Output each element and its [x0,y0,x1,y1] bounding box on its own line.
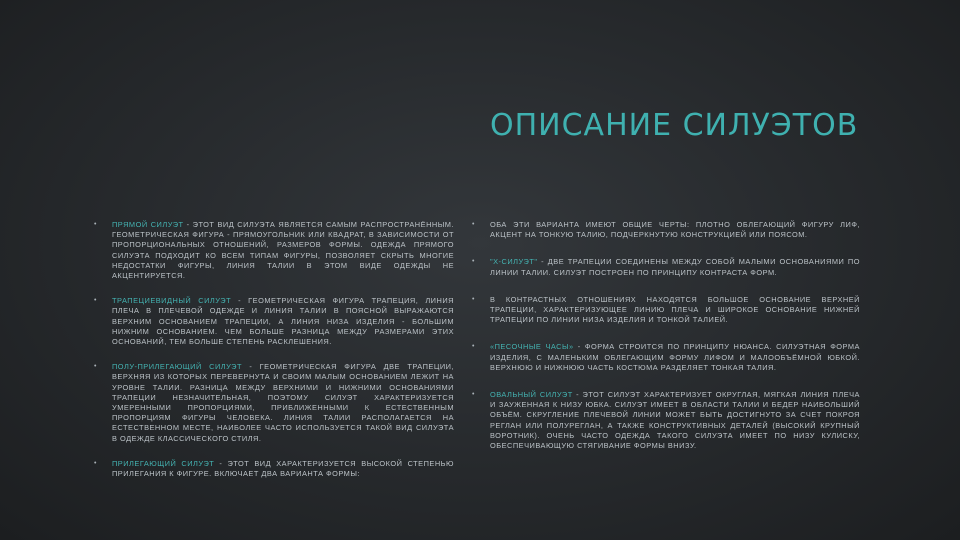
description: - ГЕОМЕТРИЧЕСКАЯ ФИГУРА ТРАПЕЦИЯ, ЛИНИЯ ПЛЕЧА В ПЛЕЧЕВОЙ ОДЕЖДЕ И ЛИНИЯ ТАЛИИ В ПОЯСНОЙ ВЫРАЖАЮТСЯ ВЕРХНИМ ОСНОВАНИЕМ ТРАПЕЦИИ, А ЛИНИЯ НИЗА ИЗДЕЛИЯ - БОЛЬШИМ НИЖНИМ ОСНОВАНИЕМ. ЧЕМ БОЛЬШЕ РАЗНИЦА МЕЖДУ РАЗМЕРАМИ ЭТИХ ОСНОВАНИЙ, ТЕМ БОЛЬШЕ СТЕПЕНЬ РАСКЛЕШЕНИЯ. [112,296,454,347]
term-label: ПРИЛЕГАЮЩИЙ СИЛУЭТ [112,458,215,468]
list-item [94,458,454,479]
bullet-icon: • [472,391,475,399]
term-label: ОВАЛЬНЫЙ СИЛУЭТ [490,390,573,400]
bullet-icon: • [94,221,97,228]
list-item-text [112,362,454,444]
list-item-text [490,257,860,277]
term-label: ТРАПЕЦИЕВИДНЫЙ СИЛУЭТ [112,296,232,306]
list-item-text [112,296,454,347]
description: - ФОРМА СТРОИТСЯ ПО ПРИНЦИПУ НЮАНСА. СИЛУЭТНАЯ ФОРМА ИЗДЕЛИЯ, С МАЛЕНЬКИМ ОБЛЕГАЮЩИМ ФОРМУ ЛИФОМ И МАЛООБЪЁМНОЙ ЮБКОЙ. ВЕРХНЮЮ И НИЖНЮЮ ЧАСТЬ КОСТЮМА РАЗДЕЛЯЕТ ТОНКАЯ ТАЛИЯ. [490,342,860,372]
bullet-icon: • [472,221,475,228]
description: - ЭТОТ ВИД СИЛУЭТА ЯВЛЯЕТСЯ САМЫМ РАСПРОСТРАНЁННЫМ. ГЕОМЕТРИЧЕСКАЯ ФИГУРА - ПРЯМОУГОЛЬНИК ИЛИ КВАДРАТ, В ЗАВИСИМОСТИ ОТ ПРОПОРЦИОНАЛЬНЫХ ОТНОШЕНИЙ, РАЗМЕРОВ ФОРМЫ. ОДЕЖДА ПРЯМОГО СИЛУЭТА ПОДХОДИТ КО ВСЕМ ТИПАМ ФИГУРЫ, ПОЗВОЛЯЕТ СКРЫТЬ МНОГИЕ НЕДОСТАТКИ ФИГУРЫ, ЛИНИЯ ТАЛИИ В ЭТОМ ВИДЕ ОДЕЖДЫ НЕ АКЦЕНТИРУЕТСЯ. [112,220,454,281]
list-item [472,294,860,326]
left-bullet-list [94,220,454,479]
list-item-text [490,342,860,373]
bullet-icon: • [472,295,475,303]
list-item-text [490,390,860,451]
list-item [94,296,454,347]
right-column [472,220,860,468]
bullet-icon: • [94,297,97,305]
right-bullet-list [472,220,860,451]
description: - ГЕОМЕТРИЧЕСКАЯ ФИГУРА ДВЕ ТРАПЕЦИИ, ВЕРХНЯЯ ИЗ КОТОРЫХ ПЕРЕВЕРНУТА И СВОИМ МАЛЫМ ОСНОВАНИЕМ ЛЕЖИТ НА УРОВНЕ ТАЛИИ. РАЗНИЦА МЕЖДУ ВЕРХНИМИ И НИЖНИМИ ОСНОВАНИЯМИ ТРАПЕЦИИ НЕЗНАЧИТЕЛЬНАЯ, ПОЭТОМУ СИЛУЭТ ХАРАКТЕРИЗУЕТСЯ УМЕРЕННЫМИ ПРОПОРЦИЯМИ, ПРИБЛИЖЕННЫМИ К ЕСТЕСТВЕННЫМ ПРОПОРЦИЯМ ФИГУРЫ ЧЕЛОВЕКА. ЛИНИЯ ТАЛИИ РАСПОЛАГАЕТСЯ НА ЕСТЕСТВЕННОМ МЕСТЕ, НАИБОЛЕЕ ЧАСТО ИСПОЛЬЗУЕТСЯ ТАКОЙ ВИД СИЛУЭТА В ОДЕЖДЕ КЛАССИЧЕСКОГО СТИЛЯ. [112,362,454,443]
list-item-text [490,295,860,326]
list-item [94,220,454,281]
description: - ЭТОТ ВИД ХАРАКТЕРИЗУЕТСЯ ВЫСОКОЙ СТЕПЕНЬЮ ПРИЛЕГАНИЯ К ФИГУРЕ. ВКЛЮЧАЕТ ДВА ВАРИАНТА ФОРМЫ: [112,458,454,479]
bullet-icon: • [94,363,97,371]
list-item [472,257,860,277]
term-label: «ПЕСОЧНЫЕ ЧАСЫ» [490,342,574,352]
description: - ДВЕ ТРАПЕЦИИ СОЕДИНЕНЫ МЕЖДУ СОБОЙ МАЛЫМИ ОСНОВАНИЯМИ ПО ЛИНИИ ТАЛИИ. СИЛУЭТ ПОСТРОЕН ПО ПРИНЦИПУ КОНТРАСТА ФОРМ. [490,257,860,277]
bullet-icon: • [472,258,475,266]
list-item [472,220,860,240]
list-item-text [490,220,860,240]
left-column [94,220,454,494]
term-label: ПРЯМОЙ СИЛУЭТ [112,220,184,229]
bullet-icon: • [472,343,475,351]
slide-title: ОПИСАНИЕ СИЛУЭТОВ [490,108,859,143]
bullet-icon: • [94,459,97,467]
description: В КОНТРАСТНЫХ ОТНОШЕНИЯХ НАХОДЯТСЯ БОЛЬШОЕ ОСНОВАНИЕ ВЕРХНЕЙ ТРАПЕЦИИ, ХАРАКТЕРИЗУЮЩЕЕ ЛИНИЮ ПЛЕЧА И ШИРОКОЕ ОСНОВАНИЕ НИЖНЕЙ ТРАПЕЦИИ ПО ЛИНИИ НИЗА ИЗДЕЛИЯ И ТОНКОЙ ТАЛИЕЙ. [490,294,860,325]
description: - ЭТОТ СИЛУЭТ ХАРАКТЕРИЗУЕТ ОКРУГЛАЯ, МЯГКАЯ ЛИНИЯ ПЛЕЧА И ЗАУЖЕННАЯ К НИЗУ ЮБКА. СИЛУЭТ ИМЕЕТ В ОБЛАСТИ ТАЛИИ И БЕДЕР НАИБОЛЬШИЙ ОБЪЁМ. СКРУГЛЕНИЕ ПЛЕЧЕВОЙ ЛИНИИ МОЖЕТ БЫТЬ ДОСТИГНУТО ЗА СЧЕТ ПОКРОЯ РЕГЛАН ИЛИ ПОЛУРЕГЛАН, А ТАКЖЕ КОНСТРУКТИВНЫХ ДЕТАЛЕЙ (ВЫСОКИЙ КРУПНЫЙ ВОРОТНИК). ОЧЕНЬ ЧАСТО ОДЕЖДА ТАКОГО СИЛУЭТА ИМЕЕТ ПО НИЗУ КУЛИСКУ, ОБЕСПЕЧИВАЮЩУЮ СТЯГИВАНИЕ ФОРМЫ ВНИЗУ. [490,390,860,451]
list-item-text [112,459,454,479]
list-item [94,362,454,444]
list-item [472,342,860,373]
term-label: "Х-СИЛУЭТ" [490,257,538,267]
term-label: ПОЛУ-ПРИЛЕГАЮЩИЙ СИЛУЭТ [112,362,242,372]
list-item-text [112,220,454,281]
list-item [472,390,860,451]
description: ОБА ЭТИ ВАРИАНТА ИМЕЮТ ОБЩИЕ ЧЕРТЫ: ПЛОТНО ОБЛЕГАЮЩИЙ ФИГУРУ ЛИФ, АКЦЕНТ НА ТОНКУЮ ТАЛИЮ, ПОДЧЕРКНУТУЮ КОНСТРУКЦИЕЙ ИЛИ ПОЯСОМ. [490,220,860,240]
